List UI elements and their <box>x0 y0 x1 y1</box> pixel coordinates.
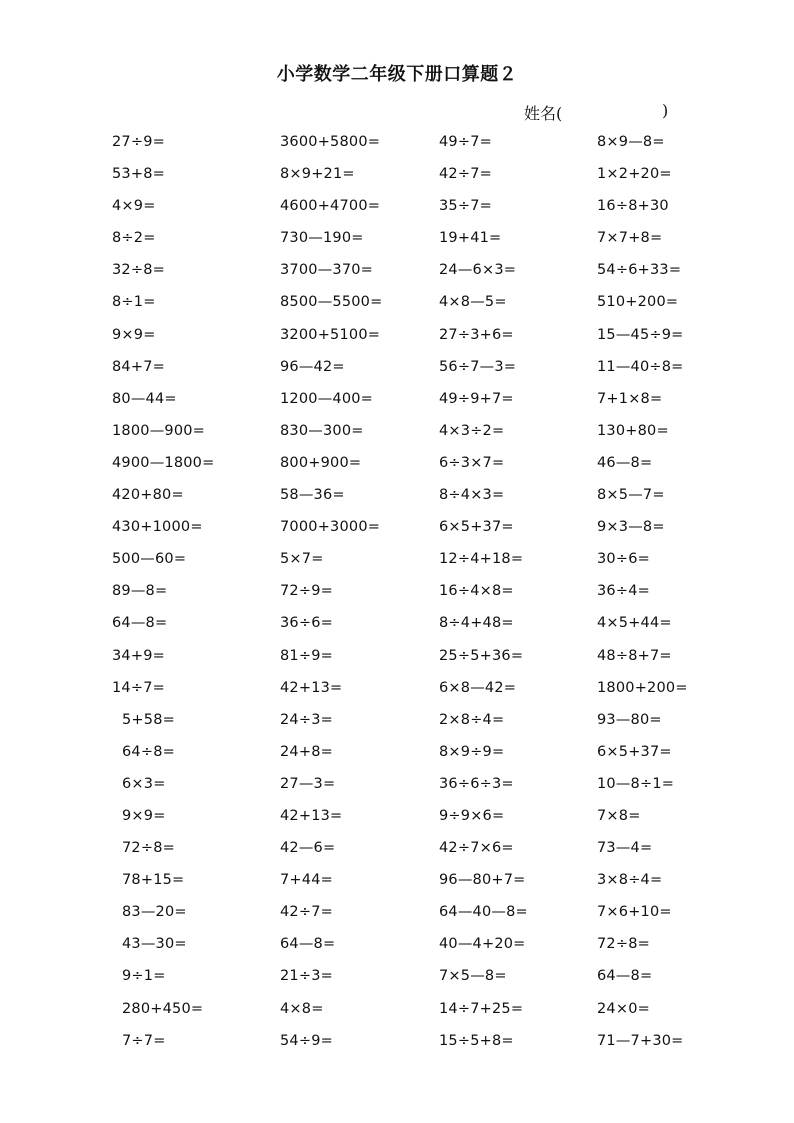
arithmetic-problem: 4600+4700= <box>280 198 381 215</box>
arithmetic-problem: 42—6= <box>280 840 336 857</box>
arithmetic-problem: 15—45÷9= <box>597 326 684 343</box>
arithmetic-problem: 40—4+20= <box>439 936 526 953</box>
arithmetic-problem: 1800—900= <box>112 422 206 439</box>
name-label: 姓名( <box>524 104 563 123</box>
arithmetic-problem: 14÷7= <box>112 679 165 696</box>
arithmetic-problem: 73—4= <box>597 840 653 857</box>
arithmetic-problem: 27—3= <box>280 775 336 792</box>
arithmetic-problem: 8÷4×3= <box>439 487 505 504</box>
arithmetic-problem: 8×9+21= <box>280 166 355 183</box>
arithmetic-problem: 8÷2= <box>112 230 156 247</box>
arithmetic-problem: 36÷6÷3= <box>439 775 514 792</box>
arithmetic-problem: 27÷9= <box>112 134 165 150</box>
problem-row <box>0 256 794 288</box>
arithmetic-problem: 800+900= <box>280 454 362 471</box>
problem-row <box>0 866 794 898</box>
arithmetic-problem: 36÷6= <box>280 615 333 632</box>
problem-row <box>0 802 794 834</box>
arithmetic-problem: 7×5—8= <box>439 968 507 985</box>
arithmetic-problem: 64÷8= <box>122 743 175 760</box>
arithmetic-problem: 830—300= <box>280 422 364 439</box>
arithmetic-problem: 9×9= <box>112 326 156 343</box>
arithmetic-problem: 4×9= <box>112 198 156 215</box>
arithmetic-problem: 96—80+7= <box>439 872 526 889</box>
arithmetic-problem: 8×5—7= <box>597 487 665 504</box>
arithmetic-problem: 83—20= <box>122 904 187 921</box>
arithmetic-problem: 16÷8+30 <box>597 198 669 215</box>
arithmetic-problem: 4×3÷2= <box>439 422 505 439</box>
arithmetic-problem: 15÷5+8= <box>439 1032 514 1049</box>
arithmetic-problem: 9×3—8= <box>597 519 665 536</box>
arithmetic-problem: 53+8= <box>112 166 165 183</box>
arithmetic-problem: 8÷4+48= <box>439 615 514 632</box>
arithmetic-problem: 42÷7= <box>280 904 333 921</box>
arithmetic-problem: 64—8= <box>597 968 653 985</box>
arithmetic-problem: 84+7= <box>112 358 165 375</box>
arithmetic-problem: 4×8—5= <box>439 294 507 311</box>
arithmetic-problem: 78+15= <box>122 872 185 889</box>
problem-row <box>0 545 794 577</box>
problem-row <box>0 674 794 706</box>
arithmetic-problem: 6×5+37= <box>439 519 514 536</box>
arithmetic-problem: 12÷4+18= <box>439 551 524 568</box>
arithmetic-problem: 19+41= <box>439 230 502 247</box>
arithmetic-problem: 58—36= <box>280 487 345 504</box>
problem-row <box>0 770 794 802</box>
arithmetic-problem: 3700—370= <box>280 262 374 279</box>
arithmetic-problem: 64—8= <box>112 615 168 632</box>
arithmetic-problem: 7+44= <box>280 872 333 889</box>
arithmetic-problem: 6×3= <box>122 775 166 792</box>
problem-row <box>0 192 794 224</box>
arithmetic-problem: 7×6+10= <box>597 904 672 921</box>
problem-row <box>0 1027 794 1059</box>
problem-grid <box>0 128 794 1059</box>
arithmetic-problem: 81÷9= <box>280 647 333 664</box>
arithmetic-problem: 420+80= <box>112 487 184 504</box>
worksheet-title: 小学数学二年级下册口算题２ <box>276 64 518 85</box>
arithmetic-problem: 34+9= <box>112 647 165 664</box>
arithmetic-problem: 7×8= <box>597 807 641 824</box>
arithmetic-problem: 21÷3= <box>280 968 333 985</box>
arithmetic-problem: 7000+3000= <box>280 519 381 536</box>
arithmetic-problem: 35÷7= <box>439 198 492 215</box>
problem-row <box>0 995 794 1027</box>
arithmetic-problem: 5×7= <box>280 551 324 568</box>
arithmetic-problem: 43—30= <box>122 936 187 953</box>
arithmetic-problem: 7+1×8= <box>597 390 663 407</box>
arithmetic-problem: 730—190= <box>280 230 364 247</box>
arithmetic-problem: 2×8÷4= <box>439 711 505 728</box>
arithmetic-problem: 8×9—8= <box>597 134 665 150</box>
arithmetic-problem: 7×7+8= <box>597 230 663 247</box>
problem-row <box>0 321 794 353</box>
arithmetic-problem: 6÷3×7= <box>439 454 505 471</box>
problem-row <box>0 449 794 481</box>
arithmetic-problem: 5+58= <box>122 711 175 728</box>
arithmetic-problem: 4×5+44= <box>597 615 672 632</box>
arithmetic-problem: 8500—5500= <box>280 294 383 311</box>
arithmetic-problem: 24÷3= <box>280 711 333 728</box>
arithmetic-problem: 27÷3+6= <box>439 326 514 343</box>
arithmetic-problem: 42÷7= <box>439 166 492 183</box>
arithmetic-problem: 72÷8= <box>597 936 650 953</box>
problem-row <box>0 513 794 545</box>
arithmetic-problem: 1800+200= <box>597 679 688 696</box>
problem-row <box>0 834 794 866</box>
arithmetic-problem: 42+13= <box>280 807 343 824</box>
arithmetic-problem: 130+80= <box>597 422 669 439</box>
arithmetic-problem: 72÷8= <box>122 840 175 857</box>
arithmetic-problem: 30÷6= <box>597 551 650 568</box>
arithmetic-problem: 36÷4= <box>597 583 650 600</box>
problem-row <box>0 160 794 192</box>
arithmetic-problem: 42÷7×6= <box>439 840 514 857</box>
arithmetic-problem: 96—42= <box>280 358 345 375</box>
arithmetic-problem: 24—6×3= <box>439 262 517 279</box>
arithmetic-problem: 32÷8= <box>112 262 165 279</box>
arithmetic-problem: 9÷9×6= <box>439 807 505 824</box>
problem-row <box>0 481 794 513</box>
arithmetic-problem: 3600+5800= <box>280 134 381 150</box>
arithmetic-problem: 24×0= <box>597 1000 650 1017</box>
arithmetic-problem: 8×9÷9= <box>439 743 505 760</box>
arithmetic-problem: 72÷9= <box>280 583 333 600</box>
arithmetic-problem: 48÷8+7= <box>597 647 672 664</box>
arithmetic-problem: 25÷5+36= <box>439 647 524 664</box>
arithmetic-problem: 8÷1= <box>112 294 156 311</box>
arithmetic-problem: 16÷4×8= <box>439 583 514 600</box>
problem-row <box>0 738 794 770</box>
arithmetic-problem: 54÷9= <box>280 1032 333 1049</box>
problem-row <box>0 577 794 609</box>
problem-row <box>0 353 794 385</box>
arithmetic-problem: 510+200= <box>597 294 679 311</box>
problem-row <box>0 930 794 962</box>
problem-row <box>0 224 794 256</box>
arithmetic-problem: 9÷1= <box>122 968 166 985</box>
problem-row <box>0 609 794 641</box>
arithmetic-problem: 89—8= <box>112 583 168 600</box>
problem-row <box>0 962 794 994</box>
problem-row <box>0 385 794 417</box>
arithmetic-problem: 14÷7+25= <box>439 1000 524 1017</box>
arithmetic-problem: 6×5+37= <box>597 743 672 760</box>
arithmetic-problem: 430+1000= <box>112 519 203 536</box>
arithmetic-problem: 64—8= <box>280 936 336 953</box>
arithmetic-problem: 9×9= <box>122 807 166 824</box>
name-close-paren: ) <box>662 101 669 120</box>
problem-row <box>0 288 794 320</box>
arithmetic-problem: 49÷9+7= <box>439 390 514 407</box>
arithmetic-problem: 42+13= <box>280 679 343 696</box>
arithmetic-problem: 71—7+30= <box>597 1032 684 1049</box>
arithmetic-problem: 93—80= <box>597 711 662 728</box>
arithmetic-problem: 80—44= <box>112 390 177 407</box>
arithmetic-problem: 10—8÷1= <box>597 775 675 792</box>
arithmetic-problem: 1200—400= <box>280 390 374 407</box>
arithmetic-problem: 280+450= <box>122 1000 204 1017</box>
arithmetic-problem: 1×2+20= <box>597 166 672 183</box>
problem-row <box>0 128 794 160</box>
arithmetic-problem: 46—8= <box>597 454 653 471</box>
arithmetic-problem: 49÷7= <box>439 134 492 150</box>
arithmetic-problem: 24+8= <box>280 743 333 760</box>
problem-row <box>0 706 794 738</box>
arithmetic-problem: 7÷7= <box>122 1032 166 1049</box>
problem-row <box>0 417 794 449</box>
arithmetic-problem: 4900—1800= <box>112 454 215 471</box>
problem-row <box>0 642 794 674</box>
arithmetic-problem: 3×8÷4= <box>597 872 663 889</box>
arithmetic-problem: 4×8= <box>280 1000 324 1017</box>
problem-row <box>0 898 794 930</box>
arithmetic-problem: 64—40—8= <box>439 904 528 921</box>
arithmetic-problem: 56÷7—3= <box>439 358 517 375</box>
arithmetic-problem: 54÷6+33= <box>597 262 682 279</box>
arithmetic-problem: 6×8—42= <box>439 679 517 696</box>
arithmetic-problem: 3200+5100= <box>280 326 381 343</box>
arithmetic-problem: 500—60= <box>112 551 187 568</box>
arithmetic-problem: 11—40÷8= <box>597 358 684 375</box>
